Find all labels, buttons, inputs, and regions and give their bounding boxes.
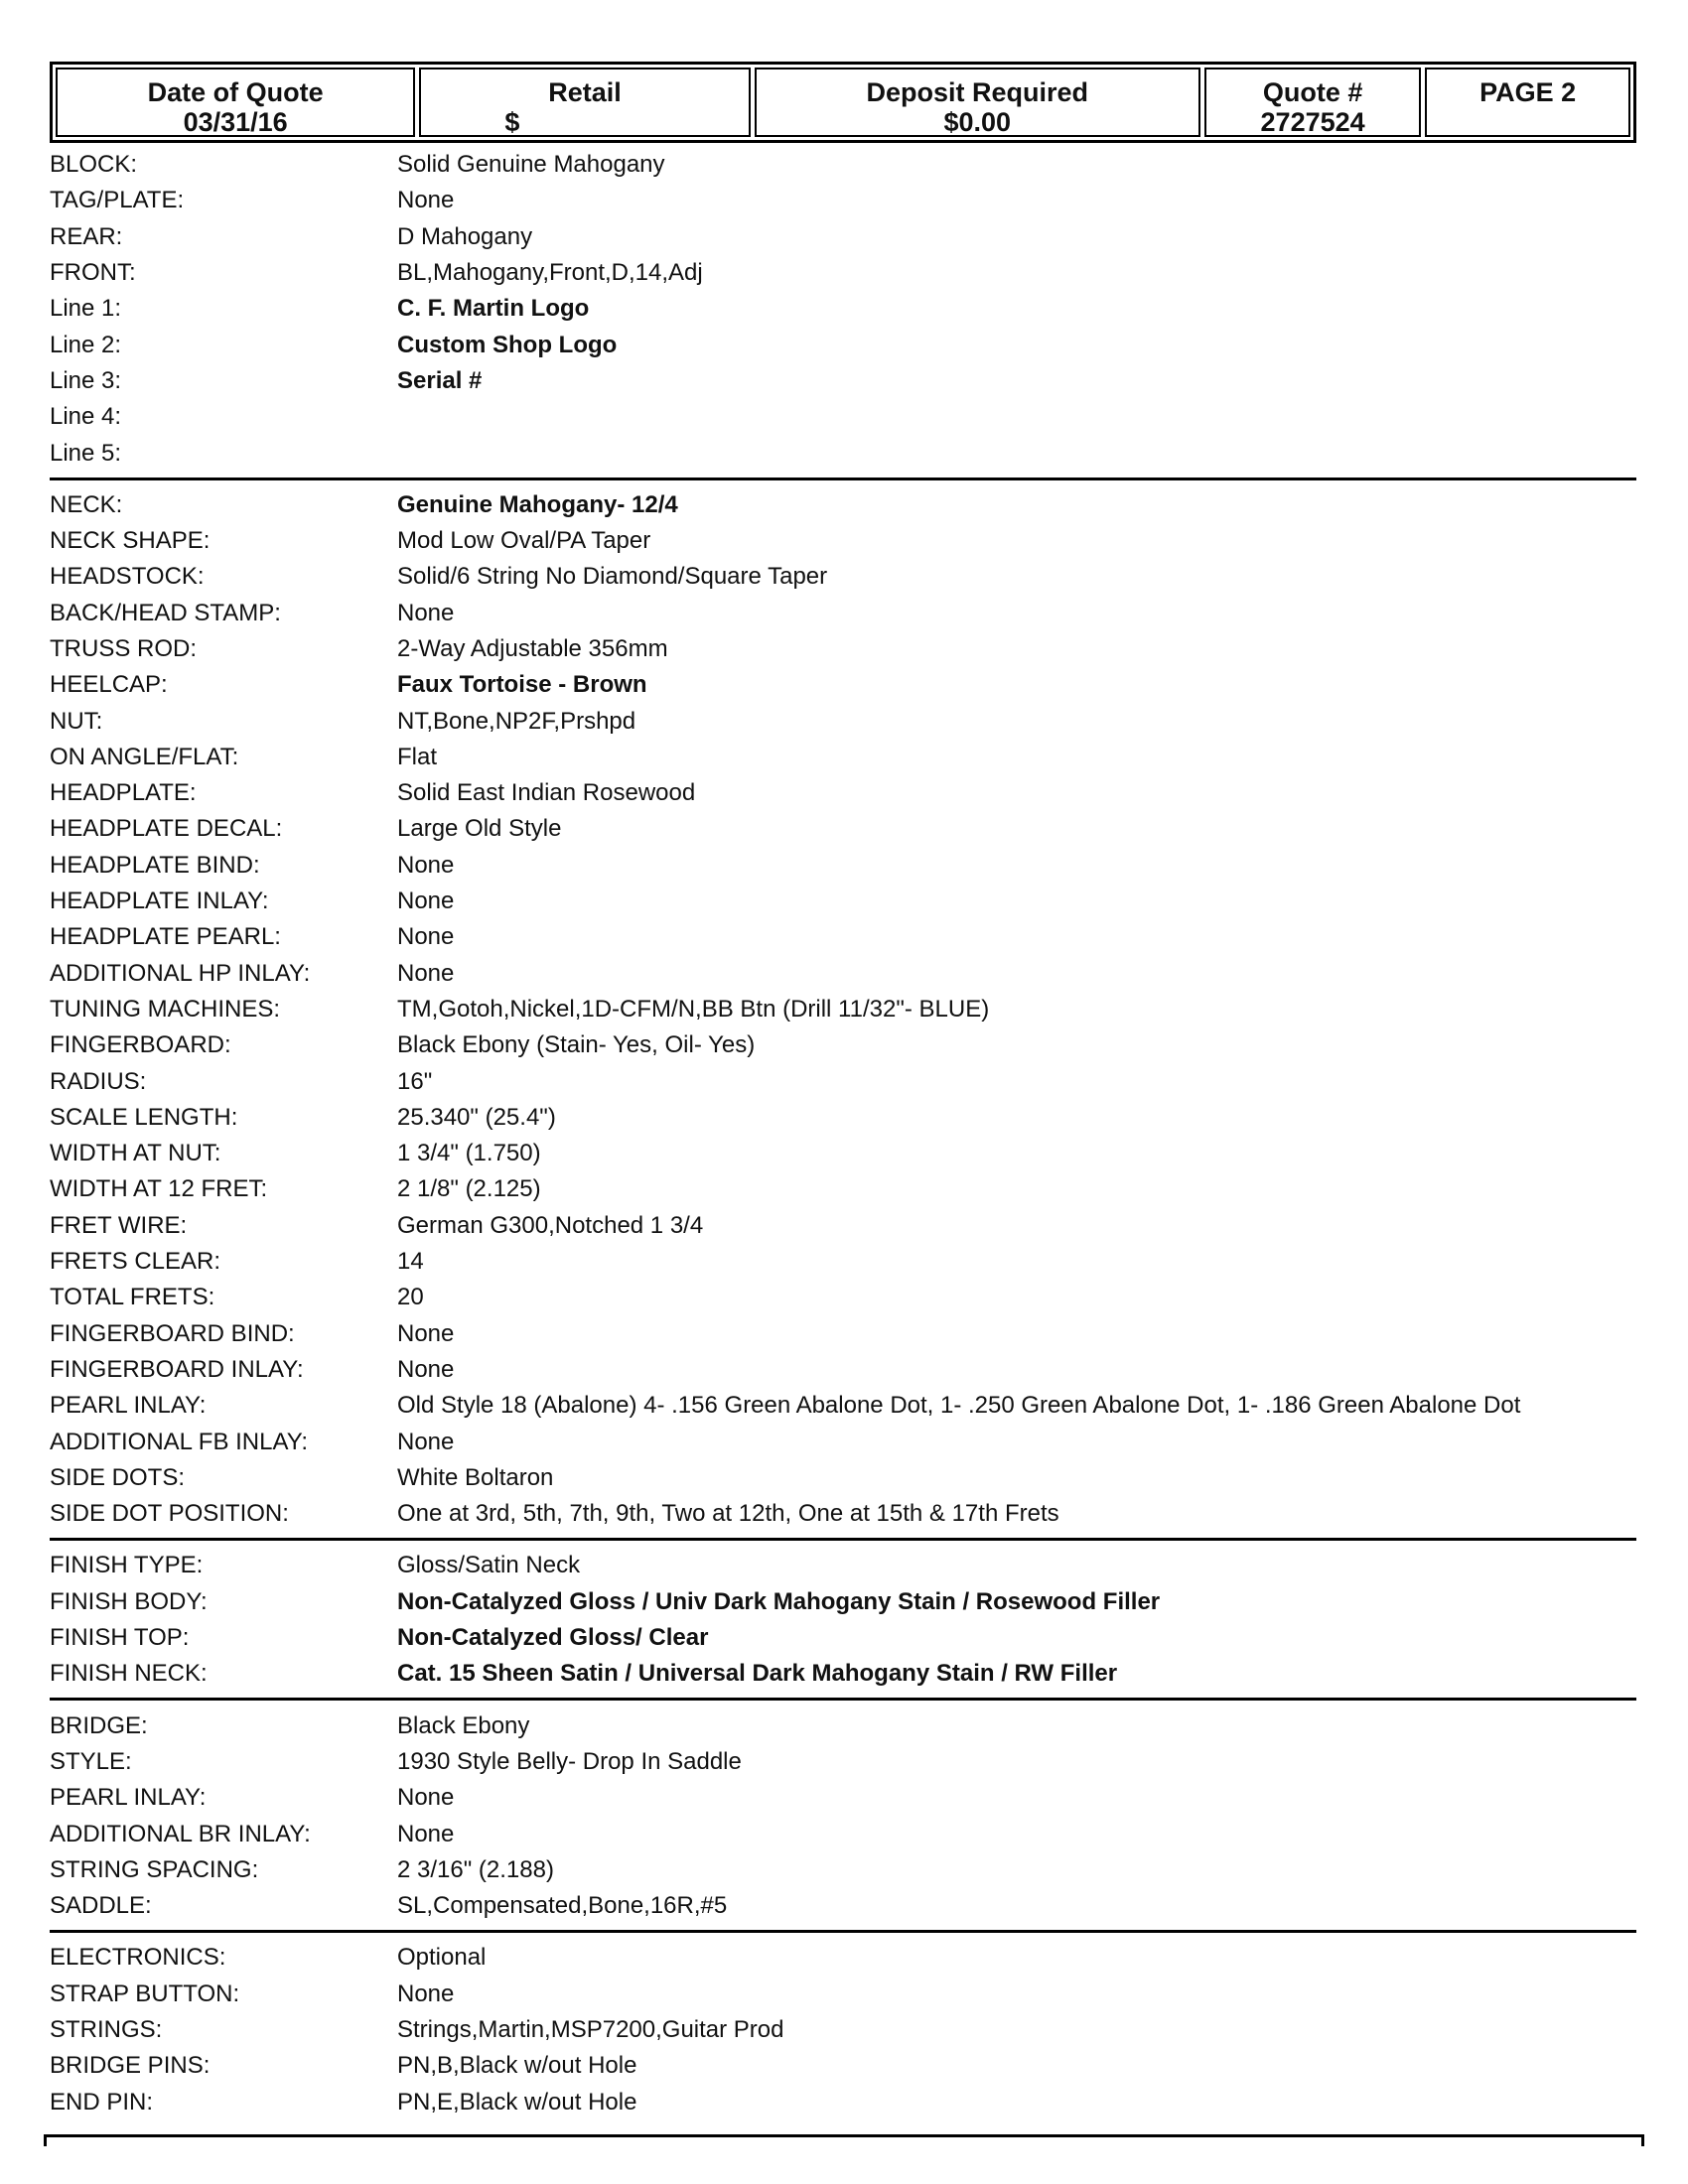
spec-row: [50, 2048, 1636, 2084]
spec-label: SIDE DOT POSITION:: [50, 1500, 289, 1528]
footer-divider-left-tick: [44, 2134, 47, 2146]
spec-value: None: [397, 959, 455, 987]
spec-row: [50, 487, 1636, 523]
spec-row: [50, 1136, 1636, 1171]
spec-value: Non-Catalyzed Gloss/ Clear: [397, 1624, 709, 1652]
header-page-number: [1425, 68, 1630, 137]
spec-row: [50, 1780, 1636, 1816]
spec-label: ADDITIONAL HP INLAY:: [50, 959, 311, 987]
spec-value: Custom Shop Logo: [397, 331, 618, 358]
spec-row: [50, 291, 1636, 327]
header-deposit-label: Deposit Required: [866, 77, 1088, 107]
spec-label: HEELCAP:: [50, 671, 168, 699]
spec-label: TOTAL FRETS:: [50, 1284, 215, 1311]
spec-row: [50, 1388, 1636, 1424]
spec-section: [50, 147, 1636, 480]
spec-value: 14: [397, 1248, 424, 1276]
spec-value: C. F. Martin Logo: [397, 295, 590, 323]
spec-label: HEADPLATE:: [50, 779, 197, 807]
spec-label: ON ANGLE/FLAT:: [50, 743, 239, 770]
spec-value: None: [397, 923, 455, 951]
spec-row: [50, 1940, 1636, 1976]
spec-value: None: [397, 1319, 455, 1347]
header-date-of-quote: [56, 68, 415, 137]
spec-label: NECK:: [50, 490, 123, 518]
spec-label: TUNING MACHINES:: [50, 995, 281, 1023]
spec-section: [50, 1940, 1636, 2125]
spec-value: PN,B,Black w/out Hole: [397, 2052, 637, 2080]
spec-label: FRETS CLEAR:: [50, 1248, 221, 1276]
spec-row: [50, 1620, 1636, 1656]
spec-label: HEADPLATE PEARL:: [50, 923, 281, 951]
spec-row: [50, 1208, 1636, 1244]
spec-label: HEADSTOCK:: [50, 563, 205, 591]
spec-row: [50, 183, 1636, 218]
spec-label: BRIDGE PINS:: [50, 2052, 211, 2080]
spec-row: [50, 2084, 1636, 2119]
spec-row: [50, 1063, 1636, 1099]
spec-row: [50, 811, 1636, 847]
spec-value: None: [397, 1428, 455, 1455]
header-retail-label: Retail: [548, 77, 622, 107]
spec-value: None: [397, 1355, 455, 1383]
spec-label: HEADPLATE INLAY:: [50, 887, 269, 915]
spec-row: [50, 884, 1636, 919]
spec-label: SIDE DOTS:: [50, 1463, 186, 1491]
spec-row: [50, 1352, 1636, 1388]
spec-value: Black Ebony: [397, 1711, 530, 1739]
header-quote-number: [1204, 68, 1422, 137]
header-retail-value: $: [504, 107, 520, 137]
footer-divider: [44, 2134, 1644, 2137]
spec-value: Genuine Mahogany- 12/4: [397, 490, 678, 518]
spec-row: [50, 1280, 1636, 1315]
spec-row: [50, 956, 1636, 992]
spec-label: RADIUS:: [50, 1067, 147, 1095]
spec-label: STRINGS:: [50, 2015, 163, 2043]
spec-row: [50, 435, 1636, 471]
spec-value: None: [397, 187, 455, 214]
spec-value: One at 3rd, 5th, 7th, 9th, Two at 12th, One at 15th & 17th Frets: [397, 1500, 1059, 1528]
spec-row: [50, 1244, 1636, 1280]
spec-value: Gloss/Satin Neck: [397, 1552, 581, 1579]
spec-label: Line 4:: [50, 403, 122, 431]
spec-row: [50, 1584, 1636, 1620]
spec-row: [50, 1424, 1636, 1459]
spec-label: NECK SHAPE:: [50, 527, 211, 555]
spec-label: BLOCK:: [50, 151, 138, 179]
spec-label: ADDITIONAL FB INLAY:: [50, 1428, 309, 1455]
spec-list: [50, 147, 1636, 2133]
spec-value: 2-Way Adjustable 356mm: [397, 635, 668, 662]
spec-row: [50, 1171, 1636, 1207]
quote-header: [50, 62, 1636, 143]
spec-value: None: [397, 851, 455, 879]
spec-row: [50, 255, 1636, 291]
spec-value: PN,E,Black w/out Hole: [397, 2088, 637, 2116]
spec-label: FINGERBOARD INLAY:: [50, 1355, 304, 1383]
spec-value: Old Style 18 (Abalone) 4- .156 Green Abalone Dot, 1- .250 Green Abalone Dot, 1- .186 Green Abalone Dot: [397, 1392, 1521, 1420]
spec-row: [50, 740, 1636, 775]
spec-label: FINISH NECK:: [50, 1660, 208, 1688]
spec-section: [50, 487, 1636, 1542]
spec-value: None: [397, 1820, 455, 1847]
spec-value: Serial #: [397, 366, 483, 394]
spec-value: Strings,Martin,MSP7200,Guitar Prod: [397, 2015, 784, 2043]
spec-row: [50, 775, 1636, 811]
header-deposit-value: $0.00: [943, 107, 1012, 137]
spec-row: [50, 1977, 1636, 2012]
spec-label: Line 1:: [50, 295, 122, 323]
spec-value: D Mahogany: [397, 222, 533, 250]
spec-row: [50, 1316, 1636, 1352]
spec-label: WIDTH AT NUT:: [50, 1140, 221, 1167]
spec-label: WIDTH AT 12 FRET:: [50, 1175, 268, 1203]
spec-value: Solid Genuine Mahogany: [397, 151, 665, 179]
spec-label: ELECTRONICS:: [50, 1944, 226, 1972]
spec-row: [50, 1027, 1636, 1063]
spec-label: Line 5:: [50, 439, 122, 467]
spec-label: PEARL INLAY:: [50, 1784, 207, 1812]
spec-label: FINISH TOP:: [50, 1624, 190, 1652]
spec-value: 1 3/4" (1.750): [397, 1140, 541, 1167]
spec-label: NUT:: [50, 707, 103, 735]
spec-value: 1930 Style Belly- Drop In Saddle: [397, 1747, 742, 1775]
spec-label: ADDITIONAL BR INLAY:: [50, 1820, 311, 1847]
spec-value: None: [397, 599, 455, 626]
spec-value: Black Ebony (Stain- Yes, Oil- Yes): [397, 1031, 756, 1059]
spec-value: Optional: [397, 1944, 487, 1972]
spec-row: [50, 631, 1636, 667]
spec-row: [50, 919, 1636, 955]
spec-row: [50, 1656, 1636, 1692]
spec-row: [50, 848, 1636, 884]
spec-label: BACK/HEAD STAMP:: [50, 599, 281, 626]
spec-row: [50, 992, 1636, 1027]
spec-row: [50, 1460, 1636, 1496]
header-page-label: PAGE 2: [1479, 77, 1577, 107]
spec-label: Line 2:: [50, 331, 122, 358]
spec-value: German G300,Notched 1 3/4: [397, 1211, 704, 1239]
spec-row: [50, 523, 1636, 559]
spec-value: NT,Bone,NP2F,Prshpd: [397, 707, 636, 735]
header-retail: [419, 68, 750, 137]
spec-row: [50, 559, 1636, 595]
spec-value: Flat: [397, 743, 438, 770]
spec-row: [50, 1548, 1636, 1583]
spec-row: [50, 1744, 1636, 1780]
spec-value: 2 3/16" (2.188): [397, 1855, 554, 1883]
spec-row: [50, 399, 1636, 435]
spec-section: [50, 1707, 1636, 1933]
spec-label: FRET WIRE:: [50, 1211, 188, 1239]
header-date-label: Date of Quote: [147, 77, 324, 107]
spec-section: [50, 1548, 1636, 1701]
spec-value: Faux Tortoise - Brown: [397, 671, 647, 699]
spec-label: PEARL INLAY:: [50, 1392, 207, 1420]
spec-row: [50, 327, 1636, 362]
spec-row: [50, 1816, 1636, 1851]
spec-row: [50, 596, 1636, 631]
spec-row: [50, 703, 1636, 739]
header-deposit-required: [755, 68, 1200, 137]
spec-row: [50, 363, 1636, 399]
spec-label: SADDLE:: [50, 1892, 152, 1920]
spec-label: FINGERBOARD BIND:: [50, 1319, 295, 1347]
spec-value: BL,Mahogany,Front,D,14,Adj: [397, 259, 703, 287]
spec-label: FRONT:: [50, 259, 136, 287]
spec-value: Mod Low Oval/PA Taper: [397, 527, 651, 555]
spec-label: HEADPLATE DECAL:: [50, 815, 283, 843]
spec-value: SL,Compensated,Bone,16R,#5: [397, 1892, 728, 1920]
spec-value: Large Old Style: [397, 815, 562, 843]
spec-label: REAR:: [50, 222, 123, 250]
spec-row: [50, 1888, 1636, 1924]
spec-value: TM,Gotoh,Nickel,1D-CFM/N,BB Btn (Drill 11/32"- BLUE): [397, 995, 990, 1023]
spec-value: Solid/6 String No Diamond/Square Taper: [397, 563, 828, 591]
spec-label: FINISH BODY:: [50, 1587, 208, 1615]
spec-label: FINISH TYPE:: [50, 1552, 204, 1579]
spec-value: White Boltaron: [397, 1463, 554, 1491]
spec-label: STRING SPACING:: [50, 1855, 259, 1883]
header-date-value: 03/31/16: [183, 107, 288, 137]
spec-label: STYLE:: [50, 1747, 132, 1775]
spec-value: None: [397, 1784, 455, 1812]
header-quote-label: Quote #: [1262, 77, 1363, 107]
spec-row: [50, 147, 1636, 183]
spec-label: FINGERBOARD:: [50, 1031, 231, 1059]
spec-value: 16": [397, 1067, 433, 1095]
spec-label: STRAP BUTTON:: [50, 1979, 240, 2007]
spec-value: Solid East Indian Rosewood: [397, 779, 696, 807]
header-quote-value: 2727524: [1260, 107, 1365, 137]
spec-value: 2 1/8" (2.125): [397, 1175, 541, 1203]
spec-row: [50, 1852, 1636, 1888]
spec-row: [50, 2012, 1636, 2048]
footer-divider-right-tick: [1641, 2134, 1644, 2146]
spec-value: None: [397, 1979, 455, 2007]
spec-value: None: [397, 887, 455, 915]
spec-label: Line 3:: [50, 366, 122, 394]
spec-row: [50, 667, 1636, 703]
spec-value: 20: [397, 1284, 424, 1311]
spec-value: Cat. 15 Sheen Satin / Universal Dark Mahogany Stain / RW Filler: [397, 1660, 1118, 1688]
spec-row: [50, 219, 1636, 255]
spec-value: 25.340" (25.4"): [397, 1103, 556, 1131]
spec-label: BRIDGE:: [50, 1711, 148, 1739]
spec-label: SCALE LENGTH:: [50, 1103, 238, 1131]
spec-row: [50, 1100, 1636, 1136]
spec-row: [50, 1496, 1636, 1532]
spec-row: [50, 1707, 1636, 1743]
spec-label: TAG/PLATE:: [50, 187, 185, 214]
spec-label: TRUSS ROD:: [50, 635, 198, 662]
spec-label: END PIN:: [50, 2088, 154, 2116]
spec-label: HEADPLATE BIND:: [50, 851, 260, 879]
spec-value: Non-Catalyzed Gloss / Univ Dark Mahogany Stain / Rosewood Filler: [397, 1587, 1161, 1615]
